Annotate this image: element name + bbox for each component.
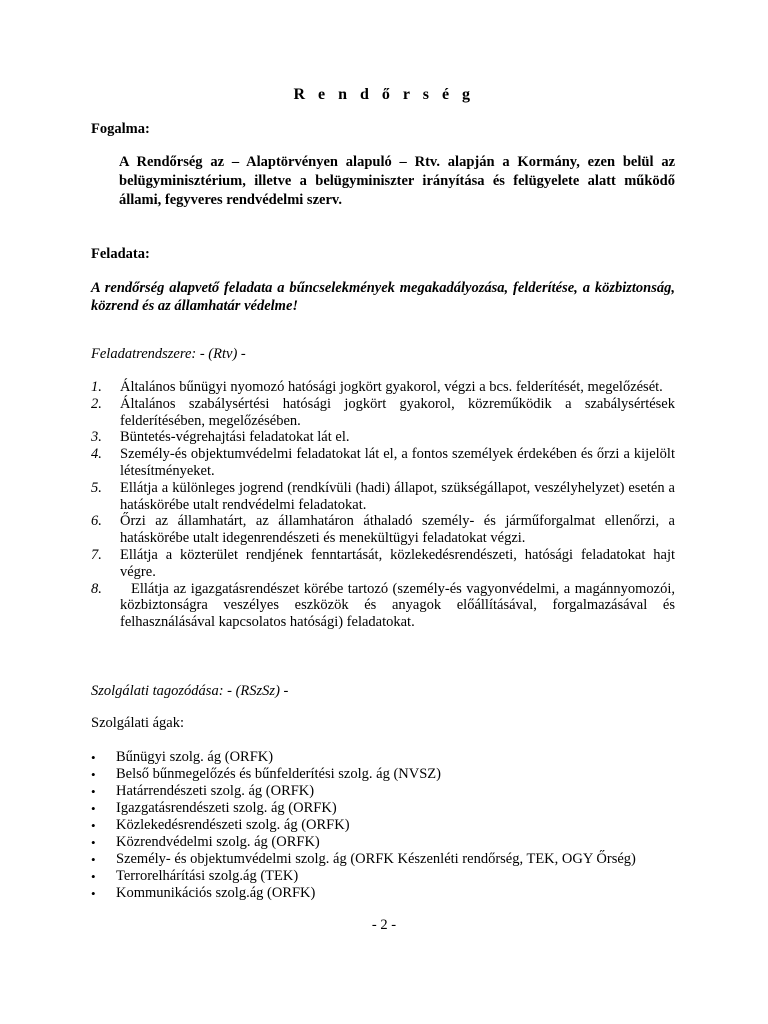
list-item [91,513,675,547]
list-item [91,396,675,430]
task-system-heading: Feladatrendszere: - (Rtv) - [91,346,246,362]
branches-label: Szolgálati ágak: [91,715,185,731]
task-list [91,379,675,631]
branch-text: Igazgatásrendészeti szolg. ág (ORFK) [116,800,337,816]
list-item [91,766,691,783]
item-number: 2. [91,395,102,412]
page-title: R e n d ő r s é g [293,86,475,103]
branch-text: Közlekedésrendészeti szolg. ág (ORFK) [116,817,350,833]
item-number: 4. [91,446,102,463]
item-number: 3. [91,429,102,446]
list-item [91,749,691,766]
list-item [91,834,691,851]
task-heading: Feladata: [91,246,150,262]
item-text: Személy-és objektumvédelmi feladatokat lát el, a fontos személyek érdekében és őrzi a kijelölt létesítményeket. [120,446,675,479]
item-number: 6. [91,513,102,530]
definition-text: A Rendőrség az – Alaptörvényen alapuló – Rtv. alapján a Kormány, ezen belül az belügyminisztérium, illetve a belügyminiszter irányítása és felügyelete alatt működő állami, fegyveres rendvédelmi szerv. [119,154,675,208]
branch-text: Terrorelhárítási szolg.ág (TEK) [116,868,299,884]
structure-heading: Szolgálati tagozódása: - (RSzSz) - [91,683,289,699]
list-item [91,851,691,868]
list-item [91,800,691,817]
list-item [91,868,691,885]
list-item [91,581,675,631]
item-number: 5. [91,479,102,496]
branch-text: Bűnügyi szolg. ág (ORFK) [116,749,274,765]
branch-text: Határrendészeti szolg. ág (ORFK) [116,783,315,799]
list-item [91,885,691,902]
branch-list [91,749,691,902]
list-item [91,379,675,396]
list-item [91,817,691,834]
item-text: Ellátja a közterület rendjének fenntartását, közlekedésrendészeti, hatósági feladatokat hajt végre. [120,546,675,580]
bullet-icon: • [91,869,96,884]
branch-text: Közrendvédelmi szolg. ág (ORFK) [116,834,320,850]
list-item [91,446,675,480]
item-number: 1. [91,379,102,395]
bullet-icon: • [91,852,96,867]
list-item [91,480,675,514]
branch-text: Belső bűnmegelőzés és bűnfelderítési szolg. ág (NVSZ) [116,766,441,782]
task-text: A rendőrség alapvető feladata a bűncselekmények megakadályozása, felderítése, a közbiztonság, közrend és az államhatár védelme! [91,280,675,314]
list-item [91,429,675,446]
bullet-icon: • [91,750,96,765]
list-item [91,783,691,800]
item-number: 8. [91,580,102,597]
item-text: Általános bűnügyi nyomozó hatósági jogkört gyakorol, végzi a bcs. felderítését, megelőzését. [120,379,663,395]
item-text: Ellátja a különleges jogrend (rendkívüli (hadi) állapot, szükségállapot, veszélyhelyzet) esetén a hatáskörébe utalt rendvédelmi feladatokat. [120,479,675,513]
branch-text: Kommunikációs szolg.ág (ORFK) [116,885,316,901]
bullet-icon: • [91,818,96,833]
item-text: Általános szabálysértési hatósági jogkört gyakorol, közreműködik a szabálysértések felderítésében, megelőzésében. [120,395,675,429]
item-text: Ellátja az igazgatásrendészet körébe tartozó (személy-és vagyonvédelmi, a magánnyomozói, közbiztonságra veszélyes eszközök és anyagok előállításával, forgalmazásával és felhasználásával kapcsolatos hatósági) feladatokat. [120,580,675,631]
branch-text: Személy- és objektumvédelmi szolg. ág (ORFK Készenléti rendőrség, TEK, OGY Őrség) [116,851,636,867]
bullet-icon: • [91,801,96,816]
item-text: Büntetés-végrehajtási feladatokat lát el. [120,429,350,446]
bullet-icon: • [91,784,96,799]
list-item [91,547,675,581]
bullet-icon: • [91,835,96,850]
bullet-icon: • [91,767,96,782]
item-text: Őrzi az államhatárt, az államhatáron áthaladó személy- és járműforgalmat ellenőrzi, a hatáskörébe utalt idegenrendészeti és menekültügyi feladatokat végzi. [120,513,675,547]
bullet-icon: • [91,886,96,901]
definition-heading: Fogalma: [91,121,150,137]
item-number: 7. [91,546,102,563]
page-number: - 2 - [371,917,397,933]
